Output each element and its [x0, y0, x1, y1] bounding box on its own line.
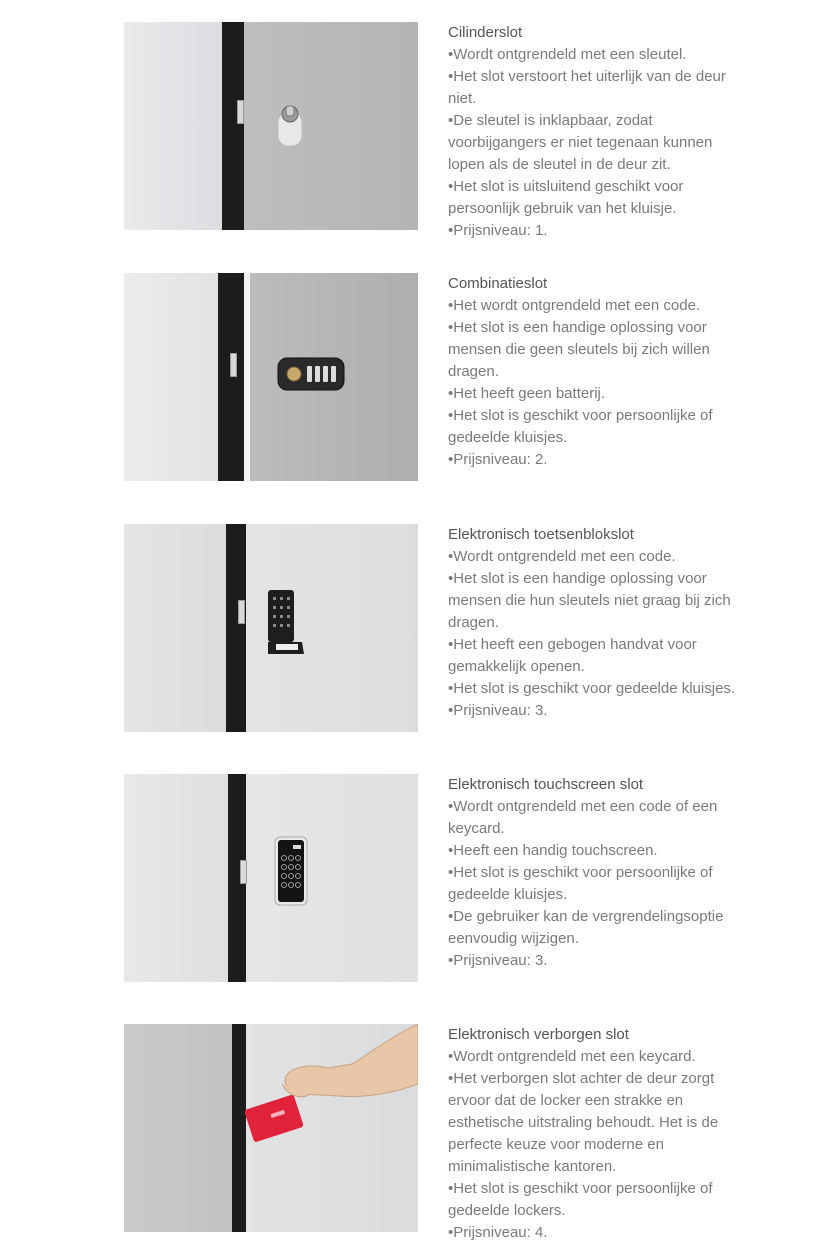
feature-item: • Het slot is een handige oplossing voor mensen die geen sleutels bij zich willen dragen.	[448, 317, 748, 383]
lock-title: Elektronisch touchscreen slot	[448, 776, 644, 793]
lock-description	[448, 774, 748, 972]
feature-item: • Prijsniveau: 3.	[448, 700, 748, 722]
feature-item: • Wordt ontgrendeld met een keycard.	[448, 1046, 748, 1068]
feature-item: • Wordt ontgrendeld met een sleutel.	[448, 44, 748, 66]
feature-item: • Het heeft een gebogen handvat voor gemakkelijk openen.	[448, 634, 748, 678]
lock-title: Combinatieslot	[448, 275, 548, 292]
keypad-lock-photo	[124, 524, 418, 732]
feature-item: • Het slot is een handige oplossing voor mensen die hun sleutels niet graag bij zich dragen.	[448, 568, 748, 634]
feature-item: • Het slot is geschikt voor persoonlijke of gedeelde kluisjes.	[448, 405, 748, 449]
feature-item: • Het heeft geen batterij.	[448, 383, 748, 405]
feature-list	[448, 44, 748, 242]
feature-item: • Het slot is geschikt voor gedeelde kluisjes.	[448, 678, 748, 700]
feature-item: • Het verborgen slot achter de deur zorgt ervoor dat de locker een strakke en esthetische uitstraling behoudt. Het is de perfecte keuze voor moderne en minimalistische kantoren.	[448, 1068, 748, 1178]
lock-description	[448, 273, 748, 471]
touchscreen-lock-photo	[124, 774, 418, 982]
lock-item-touchscreen	[0, 774, 814, 984]
feature-list	[448, 1046, 748, 1244]
lock-title: Cilinderslot	[448, 24, 523, 41]
feature-item: • Het slot verstoort het uiterlijk van de deur niet.	[448, 66, 748, 110]
feature-item: • Het wordt ontgrendeld met een code.	[448, 295, 748, 317]
feature-item: • Wordt ontgrendeld met een code.	[448, 546, 748, 568]
cylinder-lock-icon	[274, 102, 310, 152]
feature-item: • Heeft een handig touchscreen.	[448, 840, 748, 862]
lock-title: Elektronisch toetsenblokslot	[448, 526, 634, 543]
lock-item-cylinder	[0, 22, 814, 239]
feature-item: • Wordt ontgrendeld met een code of een keycard.	[448, 796, 748, 840]
cylinder-lock-photo	[124, 22, 418, 230]
combination-lock-photo	[124, 273, 418, 481]
hidden-lock-photo	[124, 1024, 418, 1232]
lock-description	[448, 22, 748, 242]
hand-keycard-icon	[242, 1024, 418, 1154]
feature-list	[448, 796, 748, 972]
feature-item: • Het slot is uitsluitend geschikt voor persoonlijk gebruik van het kluisje.	[448, 176, 748, 220]
feature-item: • De sleutel is inklapbaar, zodat voorbijgangers er niet tegenaan kunnen lopen als de sleutel in de deur zit.	[448, 110, 748, 176]
lock-item-keypad	[0, 524, 814, 734]
feature-item: • Prijsniveau: 3.	[448, 950, 748, 972]
feature-item: • De gebruiker kan de vergrendelingsoptie eenvoudig wijzigen.	[448, 906, 748, 950]
lock-title: Elektronisch verborgen slot	[448, 1026, 629, 1043]
combination-dial-icon	[277, 357, 345, 391]
feature-item: • Prijsniveau: 2.	[448, 449, 748, 471]
feature-list	[448, 546, 748, 722]
feature-item: • Het slot is geschikt voor persoonlijke of gedeelde kluisjes.	[448, 862, 748, 906]
lock-description	[448, 524, 748, 722]
feature-item: • Prijsniveau: 1.	[448, 220, 748, 242]
lock-item-hidden	[0, 1024, 814, 1241]
touchscreen-icon	[274, 836, 310, 908]
feature-item: • Het slot is geschikt voor persoonlijke of gedeelde lockers.	[448, 1178, 748, 1222]
lock-item-combination	[0, 273, 814, 483]
feature-item: • Prijsniveau: 4.	[448, 1222, 748, 1244]
feature-list	[448, 295, 748, 471]
lock-description	[448, 1024, 748, 1244]
keypad-icon	[266, 588, 310, 660]
